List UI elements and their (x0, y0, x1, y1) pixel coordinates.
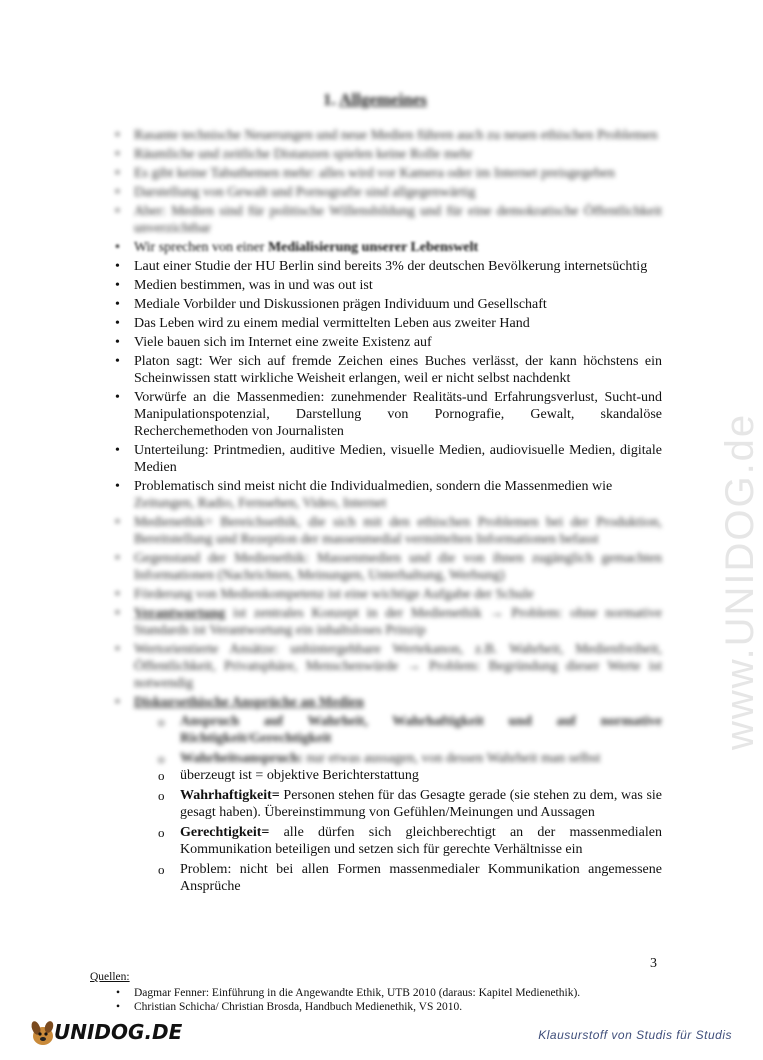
list-item: • Förderung von Medienkompetenz ist eine wichtige Aufgabe der Schule (112, 586, 662, 603)
list-item: • Es gibt keine Tabuthemen mehr: alles wird vor Kamera oder im Internet preisgegeben (112, 165, 662, 182)
list-item: • Laut einer Studie der HU Berlin sind bereits 3% der deutschen Bevölkerung internetsüchtig (112, 258, 662, 275)
list-item: • Mediale Vorbilder und Diskussionen prägen Individuum und Gesellschaft (112, 296, 662, 313)
wahrheit-clear: überzeugt ist = objektive Berichterstattung (180, 768, 419, 783)
verantwortung-bold: Verantwortung (134, 606, 226, 621)
verantwortung-rest: ist zentrales Konzept in der Medienethik → Problem: ohne normative Standards ist Verantwortung ein inhaltsloses Prinzip (134, 606, 662, 638)
list-item-diskurs (112, 694, 662, 767)
sub-item-gerechtigkeit (158, 824, 662, 858)
list-item: • Viele bauen sich im Internet eine zweite Existenz auf (112, 334, 662, 351)
section-title (0, 90, 750, 110)
sub-item (158, 713, 662, 747)
source-item: • Christian Schicha/ Christian Brosda, Handbuch Medienethik, VS 2010. (90, 1000, 690, 1014)
wahrhaftigkeit-bold: Wahrhaftigkeit= (180, 788, 280, 803)
gerechtigkeit-text: alle dürfen sich gleichberechtigt an der massenmedialen Kommunikation beteiligen und setzen sich für gerechte Verhältnisse ein (180, 825, 662, 857)
list-item: • Räumliche und zeitliche Distanzen spielen keine Rolle mehr (112, 146, 662, 163)
list-item: • Rasante technische Neuerungen und neue Medien führen auch zu neuen ethischen Problemen (112, 127, 662, 144)
list-item: • Medienethik= Bereichsethik, die sich mit den ethischen Problemen bei der Produktion, Bereitstellung und Rezeption der massenmedial vermittelten Informationen befasst (112, 514, 662, 548)
sub-item-continuation (158, 767, 662, 784)
sub-list (134, 713, 662, 767)
watermark (690, 280, 762, 760)
sub-list-clear (112, 767, 662, 895)
bullet-list (112, 127, 662, 767)
sub-item-wahrhaftigkeit (158, 787, 662, 821)
list-item-verantwortung (112, 605, 662, 639)
wahrheit-bold: Wahrheitsanspruch: (180, 751, 303, 766)
gerechtigkeit-bold: Gerechtigkeit= (180, 825, 270, 840)
wahrhaftigkeit-text: Personen stehen für das Gesagte gerade (sie stehen zu dem, was sie gesagt haben). Übereinstimmung von Gefühlen/Meinungen und Aussagen (180, 788, 662, 820)
list-item: • Unterteilung: Printmedien, auditive Medien, visuelle Medien, audiovisuelle Medien, digitale Medien (112, 442, 662, 476)
medialisierung-bold: Medialisierung unserer Lebenswelt (267, 240, 479, 255)
list-item-medialisierung (112, 239, 662, 256)
wahrheit-blur: nur etwas aussagen, von dessen Wahrheit man selbst (302, 751, 601, 766)
anspruch-text: Anspruch auf Wahrheit, Wahrhaftigkeit und auf normative Richtigkeit/Gerechtigkeit (180, 714, 662, 746)
list-item: • Gegenstand der Medienethik: Massenmedien und die von ihnen zugänglich gemachten Informationen (Nachrichten, Meinungen, Unterhaltung, Werbung) (112, 550, 662, 584)
watermark-text: www.UNIDOG.de (718, 412, 762, 750)
list-item: • Wertorientierte Ansätze: unhintergehbare Wertekanon, z.B. Wahrheit, Medienfreiheit, Öffentlichkeit, Privatsphäre, Menschenwürde → Problem: Begründung dieser Werte ist notwendig (112, 641, 662, 692)
page-number: 3 (650, 956, 657, 971)
list-item: • Darstellung von Gewalt und Pornografie sind allgegenwärtig (112, 184, 662, 201)
sources-label: Quellen: (90, 971, 130, 983)
problematisch-clear: Problematisch sind meist nicht die Individualmedien, sondern die Massenmedien wie (134, 479, 613, 494)
list-item: • Medien bestimmen, was in und was out ist (112, 277, 662, 294)
logo-text: UNIDOG.DE (54, 1020, 183, 1044)
medialisierung-pre: Wir sprechen von einer (134, 240, 268, 255)
list-item: • Aber: Medien sind für politische Willensbildung und für eine demokratische Öffentlichkeit unverzichtbar (112, 203, 662, 237)
list-item: • Das Leben wird zu einem medial vermittelten Leben aus zweiter Hand (112, 315, 662, 332)
sub-item-problem: o Problem: nicht bei allen Formen massenmedialer Kommunikation angemessene Ansprüche (158, 861, 662, 895)
problematisch-blurred: Zeitungen, Radio, Fernsehen, Video, Internet (134, 496, 387, 511)
sub-item (158, 750, 662, 767)
source-item: • Dagmar Fenner: Einführung in die Angewandte Ethik, UTB 2010 (daraus: Kapitel Medienethik). (90, 986, 690, 1000)
list-item: • Vorwürfe an die Massenmedien: zunehmender Realitäts-und Erfahrungsverlust, Sucht-und Manipulationspotenzial, Darstellung von Pornografie, Gewalt, skandalöse Recherchemethoden von Journalisten (112, 389, 662, 440)
sources-list (90, 986, 690, 1014)
list-item-problematisch (112, 478, 662, 512)
unidog-logo (28, 1016, 183, 1050)
footer-slogan: Klausurstoff von Studis für Studis (538, 1028, 732, 1042)
sources (90, 970, 690, 1014)
section-title-text: Allgemeines (339, 90, 427, 109)
list-item: • Platon sagt: Wer sich auf fremde Zeichen eines Buches verlässt, der kann höchstens ein Scheinwissen statt wirkliche Weisheit erlangen, weil er nicht selbst nachdenkt (112, 353, 662, 387)
section-number: 1. (323, 90, 336, 109)
main-content (112, 127, 662, 898)
diskurs-heading: Diskursethische Ansprüche an Medien (134, 695, 364, 710)
